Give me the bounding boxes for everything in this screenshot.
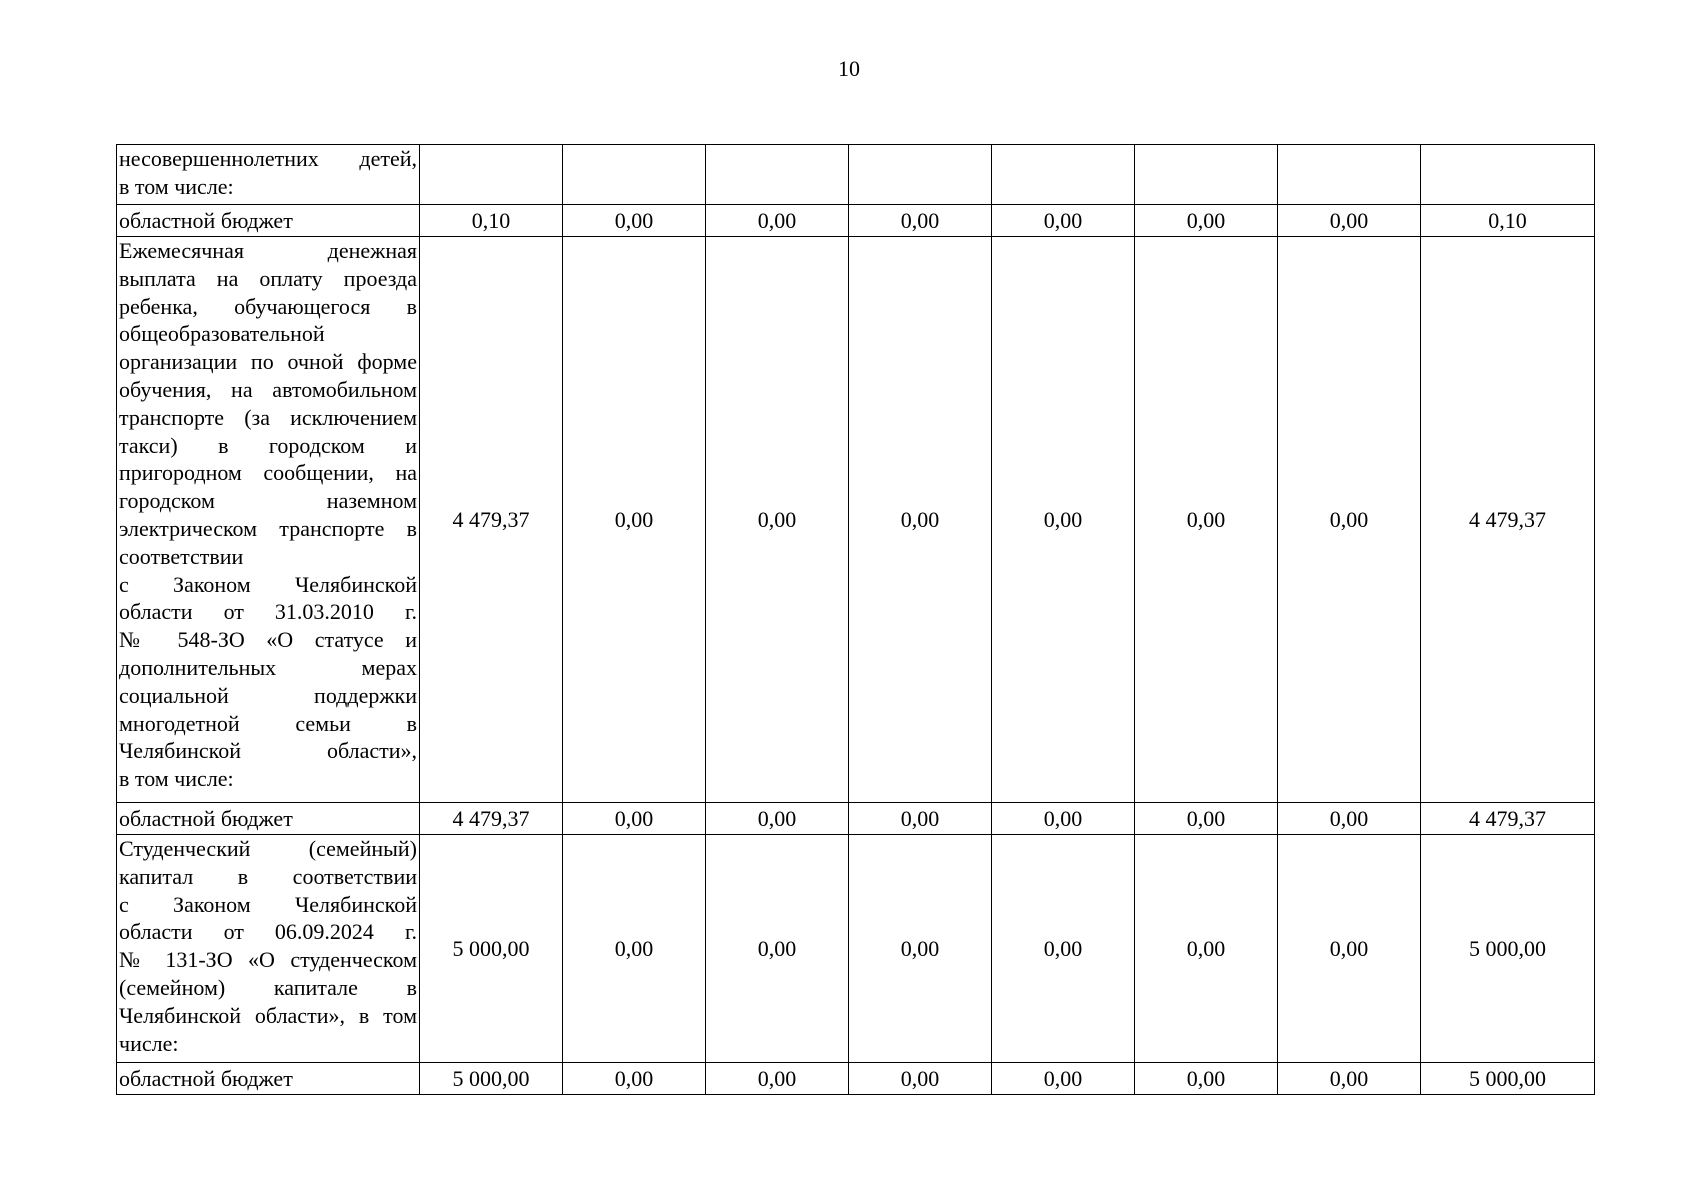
description-line: электрическом транспорте в: [119, 515, 417, 541]
description-line: областной бюджет: [119, 1065, 293, 1091]
value-cell: [849, 145, 992, 205]
table-row: [117, 835, 1595, 1063]
description-line: № 548-ЗО «О статусе и: [119, 627, 417, 653]
value-cell: 0,00: [849, 237, 992, 803]
description-line: с Законом Челябинской: [119, 891, 417, 917]
table-row: [117, 145, 1595, 205]
value-cell: 0,00: [1135, 237, 1278, 803]
description-line: транспорте (за исключением: [119, 404, 417, 430]
description-line: областной бюджет: [119, 805, 293, 831]
description-line: такси) в городском и: [119, 432, 417, 458]
value-cell: 0,00: [563, 1063, 706, 1095]
row-description: [117, 205, 420, 237]
value-cell: [1278, 145, 1421, 205]
description-line: городском наземном: [119, 488, 417, 514]
description-line: социальной поддержки: [119, 682, 417, 708]
row-description: [117, 237, 420, 803]
value-cell: 0,00: [992, 1063, 1135, 1095]
value-cell: 0,00: [1278, 835, 1421, 1063]
page-number: 10: [838, 56, 860, 81]
value-cell: 0,00: [706, 803, 849, 835]
table-body: [117, 145, 1595, 1095]
description-line: пригородном сообщении, на: [119, 460, 417, 486]
value-cell: 0,00: [849, 803, 992, 835]
value-cell: 0,10: [420, 205, 563, 237]
value-cell: 5 000,00: [420, 835, 563, 1063]
row-description: [117, 803, 420, 835]
description-line: выплата на оплату проезда: [119, 265, 417, 291]
value-cell: 4 479,37: [420, 237, 563, 803]
value-cell: 5 000,00: [420, 1063, 563, 1095]
description-line: области от 06.09.2024 г.: [119, 919, 417, 945]
description-line: № 131-ЗО «О студенческом: [119, 947, 417, 973]
value-cell: 0,10: [1421, 205, 1595, 237]
value-cell: 0,00: [563, 205, 706, 237]
value-cell: 4 479,37: [1421, 237, 1595, 803]
value-cell: 0,00: [992, 205, 1135, 237]
value-cell: 0,00: [1278, 237, 1421, 803]
value-cell: [1421, 145, 1595, 205]
value-cell: 0,00: [1278, 205, 1421, 237]
description-line: Челябинской области», в том: [119, 1002, 417, 1028]
value-cell: 0,00: [563, 803, 706, 835]
table-row: [117, 205, 1595, 237]
description-line: Челябинской области»,: [119, 738, 417, 764]
value-cell: 0,00: [706, 1063, 849, 1095]
description-line: с Законом Челябинской: [119, 571, 417, 597]
description-line: дополнительных мерах: [119, 654, 417, 680]
budget-table: [116, 144, 1595, 1095]
value-cell: 0,00: [1135, 835, 1278, 1063]
table-row: [117, 1063, 1595, 1095]
table-row: [117, 237, 1595, 803]
value-cell: 0,00: [849, 835, 992, 1063]
value-cell: 0,00: [563, 835, 706, 1063]
value-cell: [420, 145, 563, 205]
description-line: области от 31.03.2010 г.: [119, 599, 417, 625]
value-cell: 0,00: [1135, 803, 1278, 835]
row-description: [117, 1063, 420, 1095]
value-cell: 0,00: [849, 1063, 992, 1095]
value-cell: 5 000,00: [1421, 1063, 1595, 1095]
description-line: Ежемесячная денежная: [119, 238, 417, 263]
row-description: [117, 145, 420, 205]
description-line: многодетной семьи в: [119, 710, 417, 736]
description-line: в том числе:: [119, 766, 234, 792]
value-cell: [563, 145, 706, 205]
description-line: Студенческий (семейный): [119, 836, 417, 861]
description-line: капитал в соответствии: [119, 863, 417, 889]
value-cell: 0,00: [706, 835, 849, 1063]
table-row: [117, 803, 1595, 835]
description-line: (семейном) капитале в: [119, 974, 417, 1000]
value-cell: 5 000,00: [1421, 835, 1595, 1063]
value-cell: [1135, 145, 1278, 205]
value-cell: 0,00: [992, 237, 1135, 803]
value-cell: 4 479,37: [1421, 803, 1595, 835]
description-line: ребенка, обучающегося в: [119, 293, 417, 319]
value-cell: 0,00: [849, 205, 992, 237]
description-line: числе:: [119, 1030, 179, 1056]
value-cell: 0,00: [1135, 1063, 1278, 1095]
description-line: несовершеннолетних детей,: [119, 146, 417, 171]
value-cell: 0,00: [992, 803, 1135, 835]
value-cell: 0,00: [1278, 803, 1421, 835]
value-cell: 0,00: [992, 835, 1135, 1063]
value-cell: 0,00: [706, 205, 849, 237]
description-line: общеобразовательной: [119, 321, 325, 347]
value-cell: 0,00: [1278, 1063, 1421, 1095]
value-cell: 0,00: [706, 237, 849, 803]
value-cell: 0,00: [1135, 205, 1278, 237]
value-cell: [706, 145, 849, 205]
description-line: в том числе:: [119, 173, 234, 199]
row-description: [117, 835, 420, 1063]
value-cell: [992, 145, 1135, 205]
description-line: организации по очной форме: [119, 349, 417, 375]
value-cell: 4 479,37: [420, 803, 563, 835]
description-line: областной бюджет: [119, 207, 293, 233]
value-cell: 0,00: [563, 237, 706, 803]
description-line: обучения, на автомобильном: [119, 376, 417, 402]
description-line: соответствии: [119, 543, 244, 569]
